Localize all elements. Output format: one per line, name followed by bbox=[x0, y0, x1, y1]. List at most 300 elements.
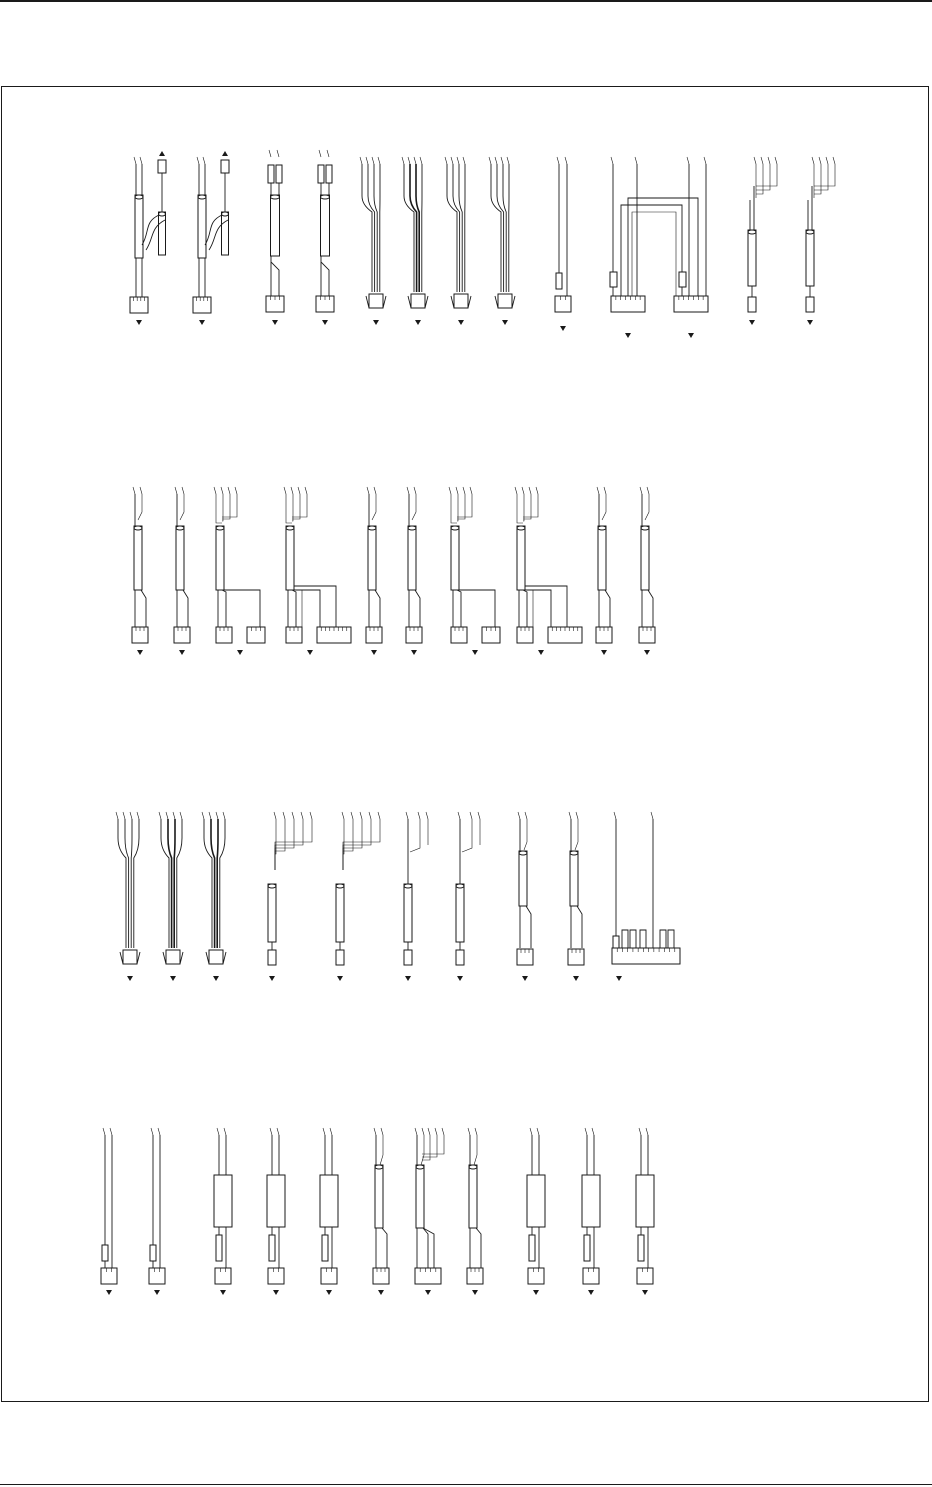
direction-arrow-icon bbox=[573, 976, 579, 981]
wire-end bbox=[182, 487, 184, 494]
direction-arrow-icon bbox=[588, 1290, 594, 1295]
wire-end bbox=[159, 812, 161, 819]
wire-end bbox=[406, 812, 408, 819]
sleeve-end bbox=[286, 526, 294, 530]
wire-end bbox=[374, 1128, 376, 1135]
wire bbox=[292, 590, 296, 627]
wire bbox=[523, 494, 538, 517]
bottom-rule bbox=[0, 1484, 932, 1485]
wire-end bbox=[381, 1128, 383, 1135]
direction-arrow-icon bbox=[222, 151, 228, 156]
sleeve-end bbox=[416, 1165, 424, 1169]
direction-arrow-icon bbox=[371, 650, 377, 655]
wire-end bbox=[522, 487, 524, 494]
resistor bbox=[610, 272, 617, 287]
wire-end bbox=[611, 157, 613, 164]
wire-end bbox=[569, 812, 571, 819]
wire-end bbox=[214, 487, 216, 494]
cable-sleeve bbox=[451, 526, 459, 590]
direction-arrow-icon bbox=[170, 976, 176, 981]
direction-arrow-icon bbox=[807, 320, 813, 325]
connector-body bbox=[166, 950, 180, 964]
fuse-block bbox=[326, 165, 332, 183]
wire bbox=[523, 590, 527, 627]
fuse-block bbox=[276, 165, 282, 183]
wire bbox=[621, 205, 682, 296]
cable-sleeve bbox=[198, 195, 206, 258]
direction-arrow-icon bbox=[425, 1290, 431, 1295]
wire-end bbox=[529, 487, 531, 494]
wire bbox=[525, 586, 567, 627]
wire-end bbox=[342, 812, 344, 819]
wire-end bbox=[640, 487, 642, 494]
wire-end bbox=[298, 487, 300, 494]
direction-arrow-icon bbox=[415, 320, 421, 325]
wire-end bbox=[319, 150, 321, 157]
harness-row-1 bbox=[130, 150, 835, 338]
wire bbox=[275, 819, 303, 870]
direction-arrow-icon bbox=[625, 333, 631, 338]
wire bbox=[271, 256, 279, 296]
wire-end bbox=[323, 1128, 325, 1135]
wire-end bbox=[420, 157, 422, 164]
resistor bbox=[322, 1235, 328, 1261]
wire bbox=[602, 494, 606, 520]
harness-row-3 bbox=[116, 812, 680, 981]
resistor bbox=[216, 1235, 222, 1261]
direction-arrow-icon bbox=[560, 326, 566, 331]
wire-end bbox=[274, 812, 276, 819]
direction-arrow-icon bbox=[154, 1290, 160, 1295]
connector-body bbox=[528, 1268, 544, 1284]
wire-end bbox=[565, 157, 567, 164]
wire-end bbox=[284, 487, 286, 494]
wire-end bbox=[422, 1128, 424, 1135]
harness-row-4 bbox=[101, 1128, 654, 1295]
direction-arrow-icon bbox=[159, 151, 165, 156]
direction-arrow-icon bbox=[326, 1290, 332, 1295]
wire-end bbox=[463, 157, 465, 164]
wire-end bbox=[537, 1128, 539, 1135]
ferrite-block bbox=[320, 1175, 338, 1227]
wire-end bbox=[367, 487, 369, 494]
ferrite-block bbox=[527, 1175, 545, 1227]
cable-sleeve bbox=[271, 195, 280, 256]
sleeve-end bbox=[134, 526, 142, 530]
wire bbox=[412, 494, 416, 520]
cable-sleeve bbox=[806, 230, 814, 286]
direction-arrow-icon bbox=[106, 1290, 112, 1295]
cable-sleeve bbox=[134, 526, 142, 590]
resistor bbox=[556, 273, 562, 289]
wire-end bbox=[330, 1128, 332, 1135]
wire-end bbox=[175, 487, 177, 494]
wire-end bbox=[221, 487, 223, 494]
sleeve-end bbox=[598, 526, 606, 530]
wire-end bbox=[327, 150, 329, 157]
sleeve-end bbox=[748, 230, 756, 234]
wire-end bbox=[614, 812, 616, 819]
sleeve-end bbox=[570, 851, 578, 855]
direction-arrow-icon bbox=[137, 650, 143, 655]
wire-end bbox=[408, 157, 410, 164]
wire-end bbox=[515, 487, 517, 494]
wire bbox=[457, 494, 472, 517]
wire-end bbox=[457, 157, 459, 164]
wire-end bbox=[158, 1128, 160, 1135]
sleeve-end bbox=[216, 526, 224, 530]
wire-end bbox=[639, 1128, 641, 1135]
wire bbox=[134, 819, 139, 948]
wire-end bbox=[604, 487, 606, 494]
direction-arrow-icon bbox=[522, 976, 528, 981]
cable-sleeve bbox=[456, 884, 464, 942]
wire-end bbox=[445, 157, 447, 164]
plug-body bbox=[336, 950, 344, 965]
wire-end bbox=[775, 157, 777, 164]
direction-arrow-icon bbox=[616, 976, 622, 981]
connector-body bbox=[193, 297, 211, 313]
sleeve-end bbox=[336, 884, 344, 888]
sleeve-end bbox=[135, 195, 143, 199]
wire-end bbox=[435, 1128, 437, 1135]
cable-sleeve bbox=[286, 526, 294, 590]
wire bbox=[630, 930, 636, 948]
wire-end bbox=[402, 157, 404, 164]
wire-end bbox=[360, 157, 362, 164]
wire-end bbox=[224, 1128, 226, 1135]
resistor bbox=[638, 1235, 644, 1261]
wire bbox=[415, 590, 420, 627]
resistor bbox=[269, 1235, 275, 1261]
wire-end bbox=[277, 150, 279, 157]
wire bbox=[141, 590, 146, 627]
direction-arrow-icon bbox=[307, 650, 313, 655]
resistor bbox=[150, 1245, 156, 1261]
wire bbox=[517, 494, 523, 523]
plug-body bbox=[748, 297, 756, 312]
wire-end bbox=[456, 487, 458, 494]
wire bbox=[372, 494, 376, 520]
wire-end bbox=[812, 157, 814, 164]
sleeve-end bbox=[271, 195, 280, 199]
sleeve-end bbox=[222, 212, 229, 216]
connector-body bbox=[555, 296, 571, 312]
cable-sleeve bbox=[336, 884, 344, 942]
sleeve-end bbox=[517, 526, 525, 530]
wire-end bbox=[414, 487, 416, 494]
direction-arrow-icon bbox=[472, 650, 478, 655]
fuse-block bbox=[268, 165, 274, 183]
cable-sleeve bbox=[321, 195, 330, 256]
wire-end bbox=[635, 157, 637, 164]
wire-end bbox=[292, 812, 294, 819]
wire-end bbox=[130, 812, 132, 819]
wire bbox=[756, 164, 763, 194]
wire-end bbox=[140, 157, 142, 164]
wire bbox=[422, 1135, 430, 1160]
sleeve-end bbox=[456, 884, 464, 888]
wire bbox=[177, 819, 182, 948]
direction-arrow-icon bbox=[502, 320, 508, 325]
wire bbox=[491, 164, 501, 292]
wire-end bbox=[223, 812, 225, 819]
wire-end bbox=[507, 157, 509, 164]
wire-end bbox=[351, 812, 353, 819]
wire-end bbox=[819, 157, 821, 164]
ferrite-block bbox=[214, 1175, 232, 1227]
wire-end bbox=[426, 812, 428, 819]
wire-end bbox=[166, 812, 168, 819]
wire-end bbox=[140, 487, 142, 494]
cable-sleeve bbox=[408, 526, 416, 590]
wire bbox=[321, 256, 329, 296]
direction-arrow-icon bbox=[749, 320, 755, 325]
wire-end bbox=[418, 812, 420, 819]
wire bbox=[421, 1135, 424, 1165]
wire bbox=[814, 164, 835, 186]
connector-body bbox=[415, 1268, 441, 1284]
ferrite-block bbox=[582, 1175, 600, 1227]
sleeve-end bbox=[404, 884, 412, 888]
wire-end bbox=[283, 812, 285, 819]
wire-end bbox=[216, 812, 218, 819]
wire-end bbox=[110, 1128, 112, 1135]
sleeve-end bbox=[176, 526, 184, 530]
wire-end bbox=[203, 157, 205, 164]
wire bbox=[814, 164, 821, 194]
direction-arrow-icon bbox=[644, 650, 650, 655]
wire bbox=[362, 164, 372, 292]
wire-end bbox=[235, 487, 237, 494]
cable-sleeve bbox=[159, 212, 166, 255]
resistor bbox=[102, 1245, 108, 1261]
plug-body bbox=[456, 950, 464, 965]
wire bbox=[457, 590, 461, 627]
sleeve-end bbox=[806, 230, 814, 234]
sleeve-end bbox=[408, 526, 416, 530]
wire-end bbox=[754, 157, 756, 164]
wire bbox=[648, 590, 653, 627]
wire-end bbox=[761, 157, 763, 164]
wire bbox=[605, 590, 610, 627]
wire-end bbox=[134, 157, 136, 164]
wire bbox=[216, 494, 222, 523]
cable-sleeve bbox=[748, 230, 756, 286]
cable-sleeve bbox=[517, 526, 525, 590]
wire-end bbox=[277, 1128, 279, 1135]
wire bbox=[524, 819, 527, 850]
wire-end bbox=[576, 812, 578, 819]
wire bbox=[423, 1228, 428, 1268]
wire bbox=[223, 590, 260, 627]
wire bbox=[275, 819, 285, 870]
wire-end bbox=[151, 1128, 153, 1135]
cable-sleeve bbox=[598, 526, 606, 590]
wire bbox=[622, 930, 628, 948]
wire bbox=[294, 586, 336, 627]
direction-arrow-icon bbox=[688, 333, 694, 338]
cable-sleeve bbox=[641, 526, 649, 590]
wire-end bbox=[301, 812, 303, 819]
wire-end bbox=[501, 157, 503, 164]
ferrite-block bbox=[636, 1175, 654, 1227]
sleeve-end bbox=[375, 1165, 383, 1169]
wire bbox=[756, 164, 777, 186]
direction-arrow-icon bbox=[601, 650, 607, 655]
wire bbox=[571, 906, 582, 948]
ferrite-block bbox=[267, 1175, 285, 1227]
plug-body bbox=[158, 160, 166, 173]
connector-body bbox=[268, 1268, 284, 1284]
wire-end bbox=[597, 487, 599, 494]
connector-body bbox=[411, 294, 425, 308]
direction-arrow-icon bbox=[533, 1290, 539, 1295]
wire-end bbox=[536, 487, 538, 494]
wire-end bbox=[369, 812, 371, 819]
direction-arrow-icon bbox=[237, 650, 243, 655]
sleeve-end bbox=[159, 212, 166, 216]
wire bbox=[183, 590, 188, 627]
wire bbox=[292, 494, 307, 517]
direction-arrow-icon bbox=[272, 320, 278, 325]
wire-end bbox=[833, 157, 835, 164]
wire-end bbox=[530, 1128, 532, 1135]
plug-body bbox=[404, 950, 412, 965]
resistor bbox=[529, 1235, 535, 1261]
direction-arrow-icon bbox=[273, 1290, 279, 1295]
wire-end bbox=[372, 157, 374, 164]
wire bbox=[343, 819, 371, 870]
wire bbox=[640, 930, 646, 948]
wire-end bbox=[360, 812, 362, 819]
connector-body bbox=[149, 1268, 165, 1284]
wire-end bbox=[463, 487, 465, 494]
connector-body bbox=[369, 294, 383, 308]
connector-body bbox=[123, 950, 137, 964]
wire bbox=[125, 819, 129, 948]
wire-end bbox=[646, 1128, 648, 1135]
direction-arrow-icon bbox=[136, 320, 142, 325]
wire bbox=[131, 819, 132, 948]
sleeve-end bbox=[198, 195, 206, 199]
connector-body bbox=[454, 294, 468, 308]
wire-end bbox=[133, 487, 135, 494]
wire-end bbox=[378, 812, 380, 819]
wire-end bbox=[451, 157, 453, 164]
cable-sleeve bbox=[375, 1165, 383, 1228]
connector-body bbox=[637, 1268, 653, 1284]
wire bbox=[220, 819, 225, 948]
wire-end bbox=[305, 487, 307, 494]
wire-end bbox=[428, 1128, 430, 1135]
wire bbox=[575, 819, 578, 850]
wire-end bbox=[585, 1128, 587, 1135]
direction-arrow-icon bbox=[127, 976, 133, 981]
wire-end bbox=[704, 157, 706, 164]
cable-sleeve bbox=[368, 526, 376, 590]
connector-body bbox=[130, 297, 148, 313]
wire bbox=[423, 1228, 434, 1268]
wire-end bbox=[826, 157, 828, 164]
wire bbox=[462, 819, 472, 852]
wire bbox=[458, 590, 495, 627]
wire bbox=[476, 1228, 481, 1268]
wire-end bbox=[768, 157, 770, 164]
cable-sleeve bbox=[469, 1165, 477, 1228]
wire-end bbox=[173, 812, 175, 819]
direction-arrow-icon bbox=[472, 1290, 478, 1295]
wire-end bbox=[647, 487, 649, 494]
wire bbox=[217, 819, 218, 948]
direction-arrow-icon bbox=[411, 650, 417, 655]
wire-end bbox=[116, 812, 118, 819]
connector-body bbox=[209, 950, 223, 964]
wire-end bbox=[495, 157, 497, 164]
wire bbox=[286, 494, 292, 523]
wire-end bbox=[475, 1128, 477, 1135]
wire-end bbox=[458, 812, 460, 819]
wire-end bbox=[414, 157, 416, 164]
wire-end bbox=[209, 812, 211, 819]
wire bbox=[211, 819, 215, 948]
wire bbox=[222, 494, 237, 517]
wire bbox=[410, 819, 420, 852]
wire bbox=[404, 164, 414, 292]
wire-end bbox=[378, 157, 380, 164]
cable-sleeve bbox=[176, 526, 184, 590]
cable-sleeve bbox=[222, 212, 229, 255]
cable-sleeve bbox=[216, 526, 224, 590]
plug-body bbox=[221, 160, 229, 173]
direction-arrow-icon bbox=[373, 320, 379, 325]
resistor bbox=[679, 272, 686, 287]
harness-row-2 bbox=[132, 487, 655, 655]
wire-end bbox=[592, 1128, 594, 1135]
wire bbox=[275, 819, 312, 870]
wire-end bbox=[374, 487, 376, 494]
cable-sleeve bbox=[268, 884, 276, 942]
wire-end bbox=[449, 487, 451, 494]
wire bbox=[180, 494, 184, 520]
sleeve-end bbox=[268, 884, 276, 888]
wire bbox=[343, 819, 353, 870]
wire-end bbox=[407, 487, 409, 494]
wire-end bbox=[518, 812, 520, 819]
wire bbox=[474, 1135, 477, 1165]
wire-end bbox=[123, 812, 125, 819]
wire bbox=[138, 494, 142, 520]
direction-arrow-icon bbox=[458, 320, 464, 325]
wire bbox=[168, 819, 172, 948]
wire bbox=[422, 1135, 444, 1154]
wire-end bbox=[197, 157, 199, 164]
resistor bbox=[613, 936, 619, 948]
wire bbox=[451, 494, 457, 523]
direction-arrow-icon bbox=[457, 976, 463, 981]
wire bbox=[632, 212, 676, 296]
sleeve-end bbox=[519, 851, 527, 855]
wire-end bbox=[270, 1128, 272, 1135]
plug-body bbox=[806, 297, 814, 312]
direction-arrow-icon bbox=[337, 976, 343, 981]
wire-end bbox=[525, 812, 527, 819]
cable-sleeve bbox=[404, 884, 412, 942]
direction-arrow-icon bbox=[220, 1290, 226, 1295]
direction-arrow-icon bbox=[642, 1290, 648, 1295]
sleeve-end bbox=[451, 526, 459, 530]
wire-end bbox=[557, 157, 559, 164]
